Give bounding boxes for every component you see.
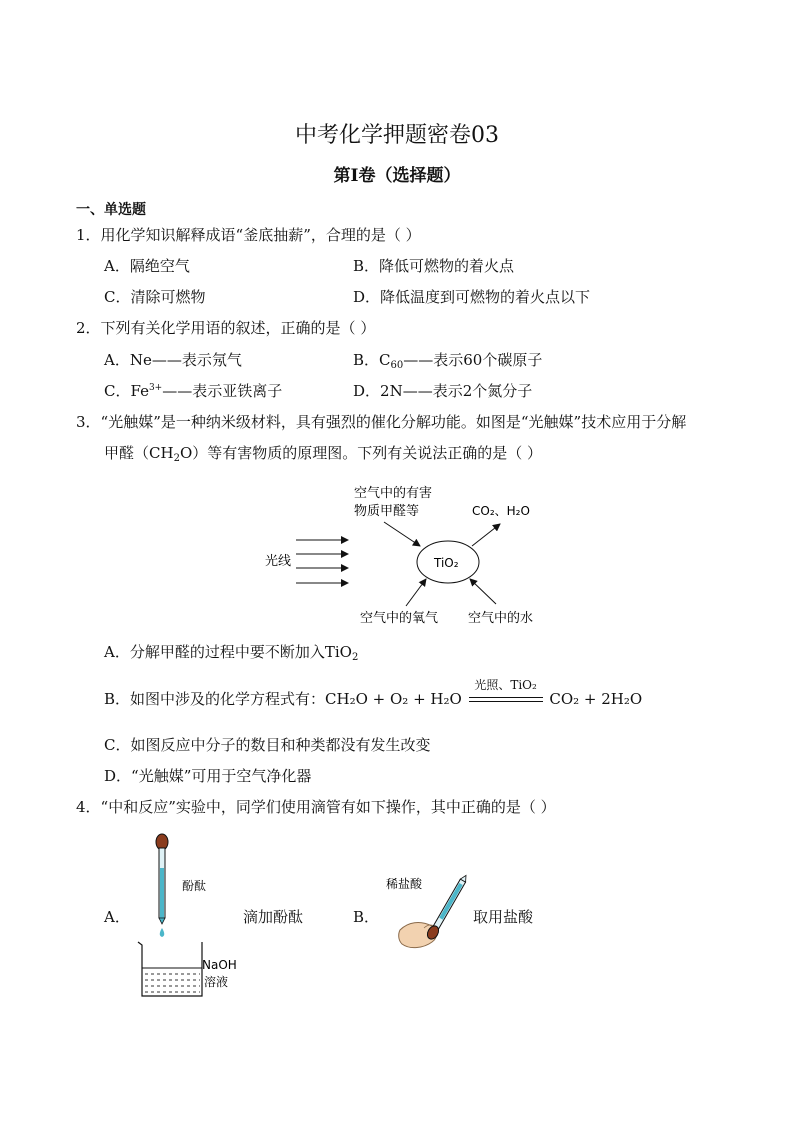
arrow-oxygen-in bbox=[406, 579, 426, 606]
diagram-top-label-1: 空气中的有害 bbox=[354, 486, 433, 501]
q2-option-c: C．$Fe^{3+}——$表示亚铁离子 bbox=[104, 382, 283, 400]
q2-option-b: B．$C_{60}——$表示60个碳原子 bbox=[353, 351, 543, 371]
q1-option-a: A．隔绝空气 bbox=[104, 257, 190, 275]
q3-option-c: C．如图反应中分子的数目和种类都没有发生改变 bbox=[104, 736, 431, 754]
image-label-solution: 溶液 bbox=[204, 975, 229, 989]
diagram-water-label: 空气中的水 bbox=[468, 611, 534, 626]
equation-condition-arrow bbox=[469, 678, 543, 707]
q4-stem: 4．“中和反应”实验中，同学们使用滴管有如下操作，其中正确的是（ ） bbox=[76, 798, 556, 816]
q2-option-a: A．Ne——表示氖气 bbox=[104, 351, 242, 369]
q4-option-b-letter: B． bbox=[353, 908, 380, 926]
image-label-naoh: NaOH bbox=[202, 958, 237, 972]
equation-condition: 光照、TiO₂ bbox=[474, 678, 537, 692]
diagram-light-label: 光线 bbox=[265, 554, 292, 569]
q2-stem: 2．下列有关化学用语的叙述，正确的是（ ） bbox=[76, 319, 376, 337]
dropper-beaker-image bbox=[130, 828, 250, 1003]
q1-stem: 1．用化学知识解释成语“釜底抽薪”，合理的是（ ） bbox=[76, 226, 421, 244]
photocatalyst-diagram bbox=[250, 478, 570, 628]
image-label-phenolphthalein: 酚酞 bbox=[182, 879, 207, 893]
q1-option-b: B．降低可燃物的着火点 bbox=[353, 257, 515, 275]
hand-dropper-image bbox=[380, 870, 470, 960]
q3-option-b: B．如图中涉及的化学方程式有：CH₂O + O₂ + H₂O 光照、TiO₂ CO₂ + 2H₂O bbox=[104, 678, 643, 708]
arrow-water-in bbox=[470, 579, 496, 604]
q4-option-a-caption: 滴加酚酞 bbox=[243, 908, 304, 926]
diagram-product-label: CO₂、H₂O bbox=[472, 504, 530, 518]
page-subtitle: 第I卷（选择题） bbox=[333, 166, 461, 186]
q2-option-d: D．2N——表示2个氮分子 bbox=[353, 382, 533, 400]
section-heading: 一、单选题 bbox=[76, 202, 146, 218]
q3-option-d: D．“光触媒”可用于空气净化器 bbox=[104, 767, 312, 785]
q1-option-d: D．降低温度到可燃物的着火点以下 bbox=[353, 288, 591, 306]
q4-option-b-caption: 取用盐酸 bbox=[473, 908, 534, 926]
arrow-harmful-in bbox=[384, 522, 420, 546]
light-arrows bbox=[296, 540, 348, 583]
image-label-dilute-hcl: 稀盐酸 bbox=[386, 877, 423, 891]
q3-stem-line1: 3．“光触媒”是一种纳米级材料，具有强烈的催化分解功能。如图是“光触媒”技术应用于分解 bbox=[76, 413, 687, 431]
equation-right: CO₂ + 2H₂O bbox=[549, 690, 643, 708]
diagram-center-label: TiO₂ bbox=[434, 556, 459, 570]
equation-left: CH₂O + O₂ + H₂O bbox=[325, 690, 462, 708]
q1-option-c: C．清除可燃物 bbox=[104, 288, 206, 306]
diagram-top-label-2: 物质甲醛等 bbox=[354, 504, 420, 519]
q3-option-a: A．分解甲醛的过程中要不断加入TiO$_2$ bbox=[104, 643, 359, 663]
page-title: 中考化学押题密卷03 bbox=[295, 123, 499, 148]
q3-stem-line2: 甲醛$(CH_2O)$等有害物质的原理图。下列有关说法正确的是（ ） bbox=[104, 444, 543, 464]
diagram-oxygen-label: 空气中的氧气 bbox=[360, 611, 439, 626]
arrow-products-out bbox=[472, 524, 500, 546]
q4-option-a-letter: A． bbox=[104, 908, 130, 926]
